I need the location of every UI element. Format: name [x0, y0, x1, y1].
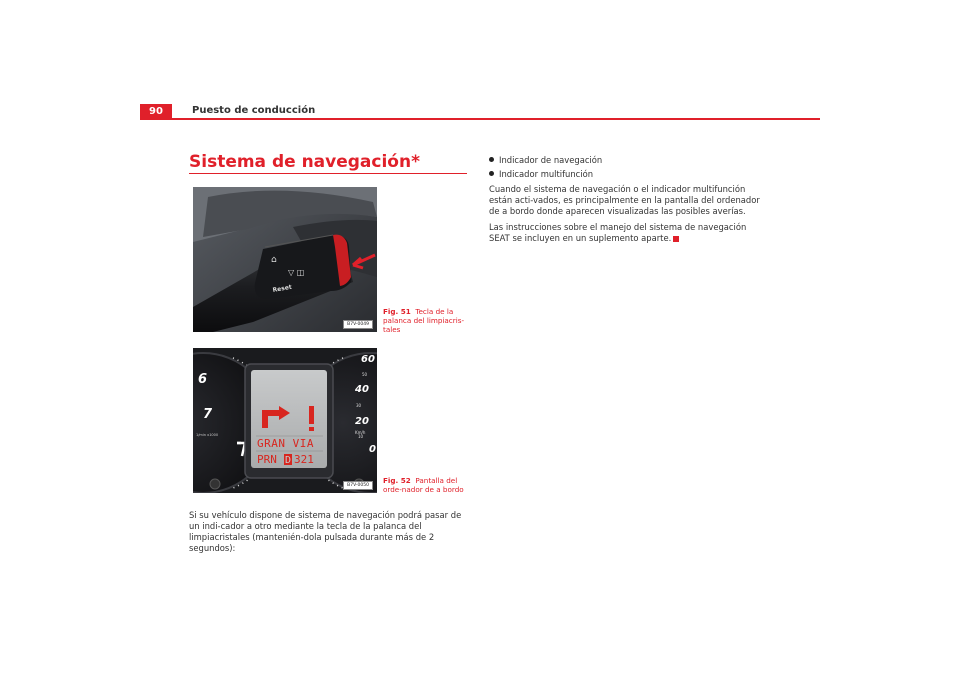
- figure-instrument-display: [193, 348, 377, 493]
- gauge-right-label: 40: [355, 384, 369, 395]
- display-street: GRAN VIA: [257, 437, 314, 450]
- header-rule: [140, 118, 820, 120]
- display-gear-prefix: PRN: [257, 453, 277, 466]
- bullet-icon: [489, 171, 494, 176]
- body-paragraph: [489, 222, 769, 244]
- gauge-right-small-label: 30: [356, 403, 362, 408]
- figure-label: Fig. 51: [383, 307, 411, 316]
- body-paragraph: Cuando el sistema de navegación o el indicador multifunción están acti-vados, es principalmente en la pantalla del ordenador de a bordo donde aparecen visualizadas las posibles averías.: [489, 184, 760, 216]
- end-of-section-icon: [673, 236, 679, 242]
- figure-wiper-stalk: [193, 187, 377, 332]
- figure-caption: [383, 307, 469, 334]
- gauge-left-unit: 1/min x1000: [196, 433, 219, 437]
- list-item: [489, 155, 769, 166]
- section-title: Sistema de navegación*: [189, 152, 420, 172]
- gauge-right-unit: Km/h: [355, 430, 366, 435]
- running-head: Puesto de conducción: [192, 105, 316, 116]
- bullet-icon: [489, 157, 494, 162]
- instrument-display-illustration: [193, 348, 377, 493]
- title-rule: [189, 173, 467, 174]
- page-number: 90: [140, 104, 172, 120]
- svg-text:⌂: ⌂: [271, 255, 277, 265]
- body-paragraph-text: Las instrucciones sobre el manejo del sistema de navegación SEAT se incluyen en un suplemento aparte.: [489, 222, 747, 243]
- figure-code: B7V-0049: [343, 320, 373, 329]
- wiper-stalk-illustration: [193, 187, 377, 332]
- gauge-right-label: 20: [355, 416, 369, 427]
- list-item: [489, 169, 769, 180]
- list-item-text: Indicador de navegación: [499, 155, 603, 165]
- stalk-reset-label: Reset: [272, 283, 293, 294]
- gauge-right-label: 60: [361, 354, 375, 365]
- body-paragraph: Si su vehículo dispone de sistema de navegación podrá pasar de un indi-cador a otro mediante la tecla de la palanca del limpiacristales (mantenién-dola pulsada durante más de 2 segundos):: [189, 510, 462, 553]
- gauge-right-small-label: 10: [358, 434, 364, 439]
- figure-label: Fig. 52: [383, 476, 411, 485]
- gauge-left-label: 6: [198, 372, 208, 387]
- list-item-text: Indicador multifunción: [499, 169, 594, 179]
- display-gear-selected: D: [285, 455, 292, 466]
- figure-caption-text: Pantalla del orde-nador de a bordo: [383, 476, 464, 494]
- display-gear-suffix: 321: [294, 453, 314, 466]
- gauge-left-label: 7: [203, 407, 213, 422]
- figure-code: B7V-0050: [343, 481, 373, 490]
- right-column: [489, 155, 769, 249]
- svg-text:▽ ◫: ▽ ◫: [288, 268, 305, 277]
- gauge-right-small-label: 50: [362, 372, 368, 377]
- gauge-right-label: 0: [369, 444, 376, 455]
- figure-caption: [383, 476, 469, 494]
- figure-caption-text: Tecla de la palanca del limpiacris-tales: [383, 307, 465, 334]
